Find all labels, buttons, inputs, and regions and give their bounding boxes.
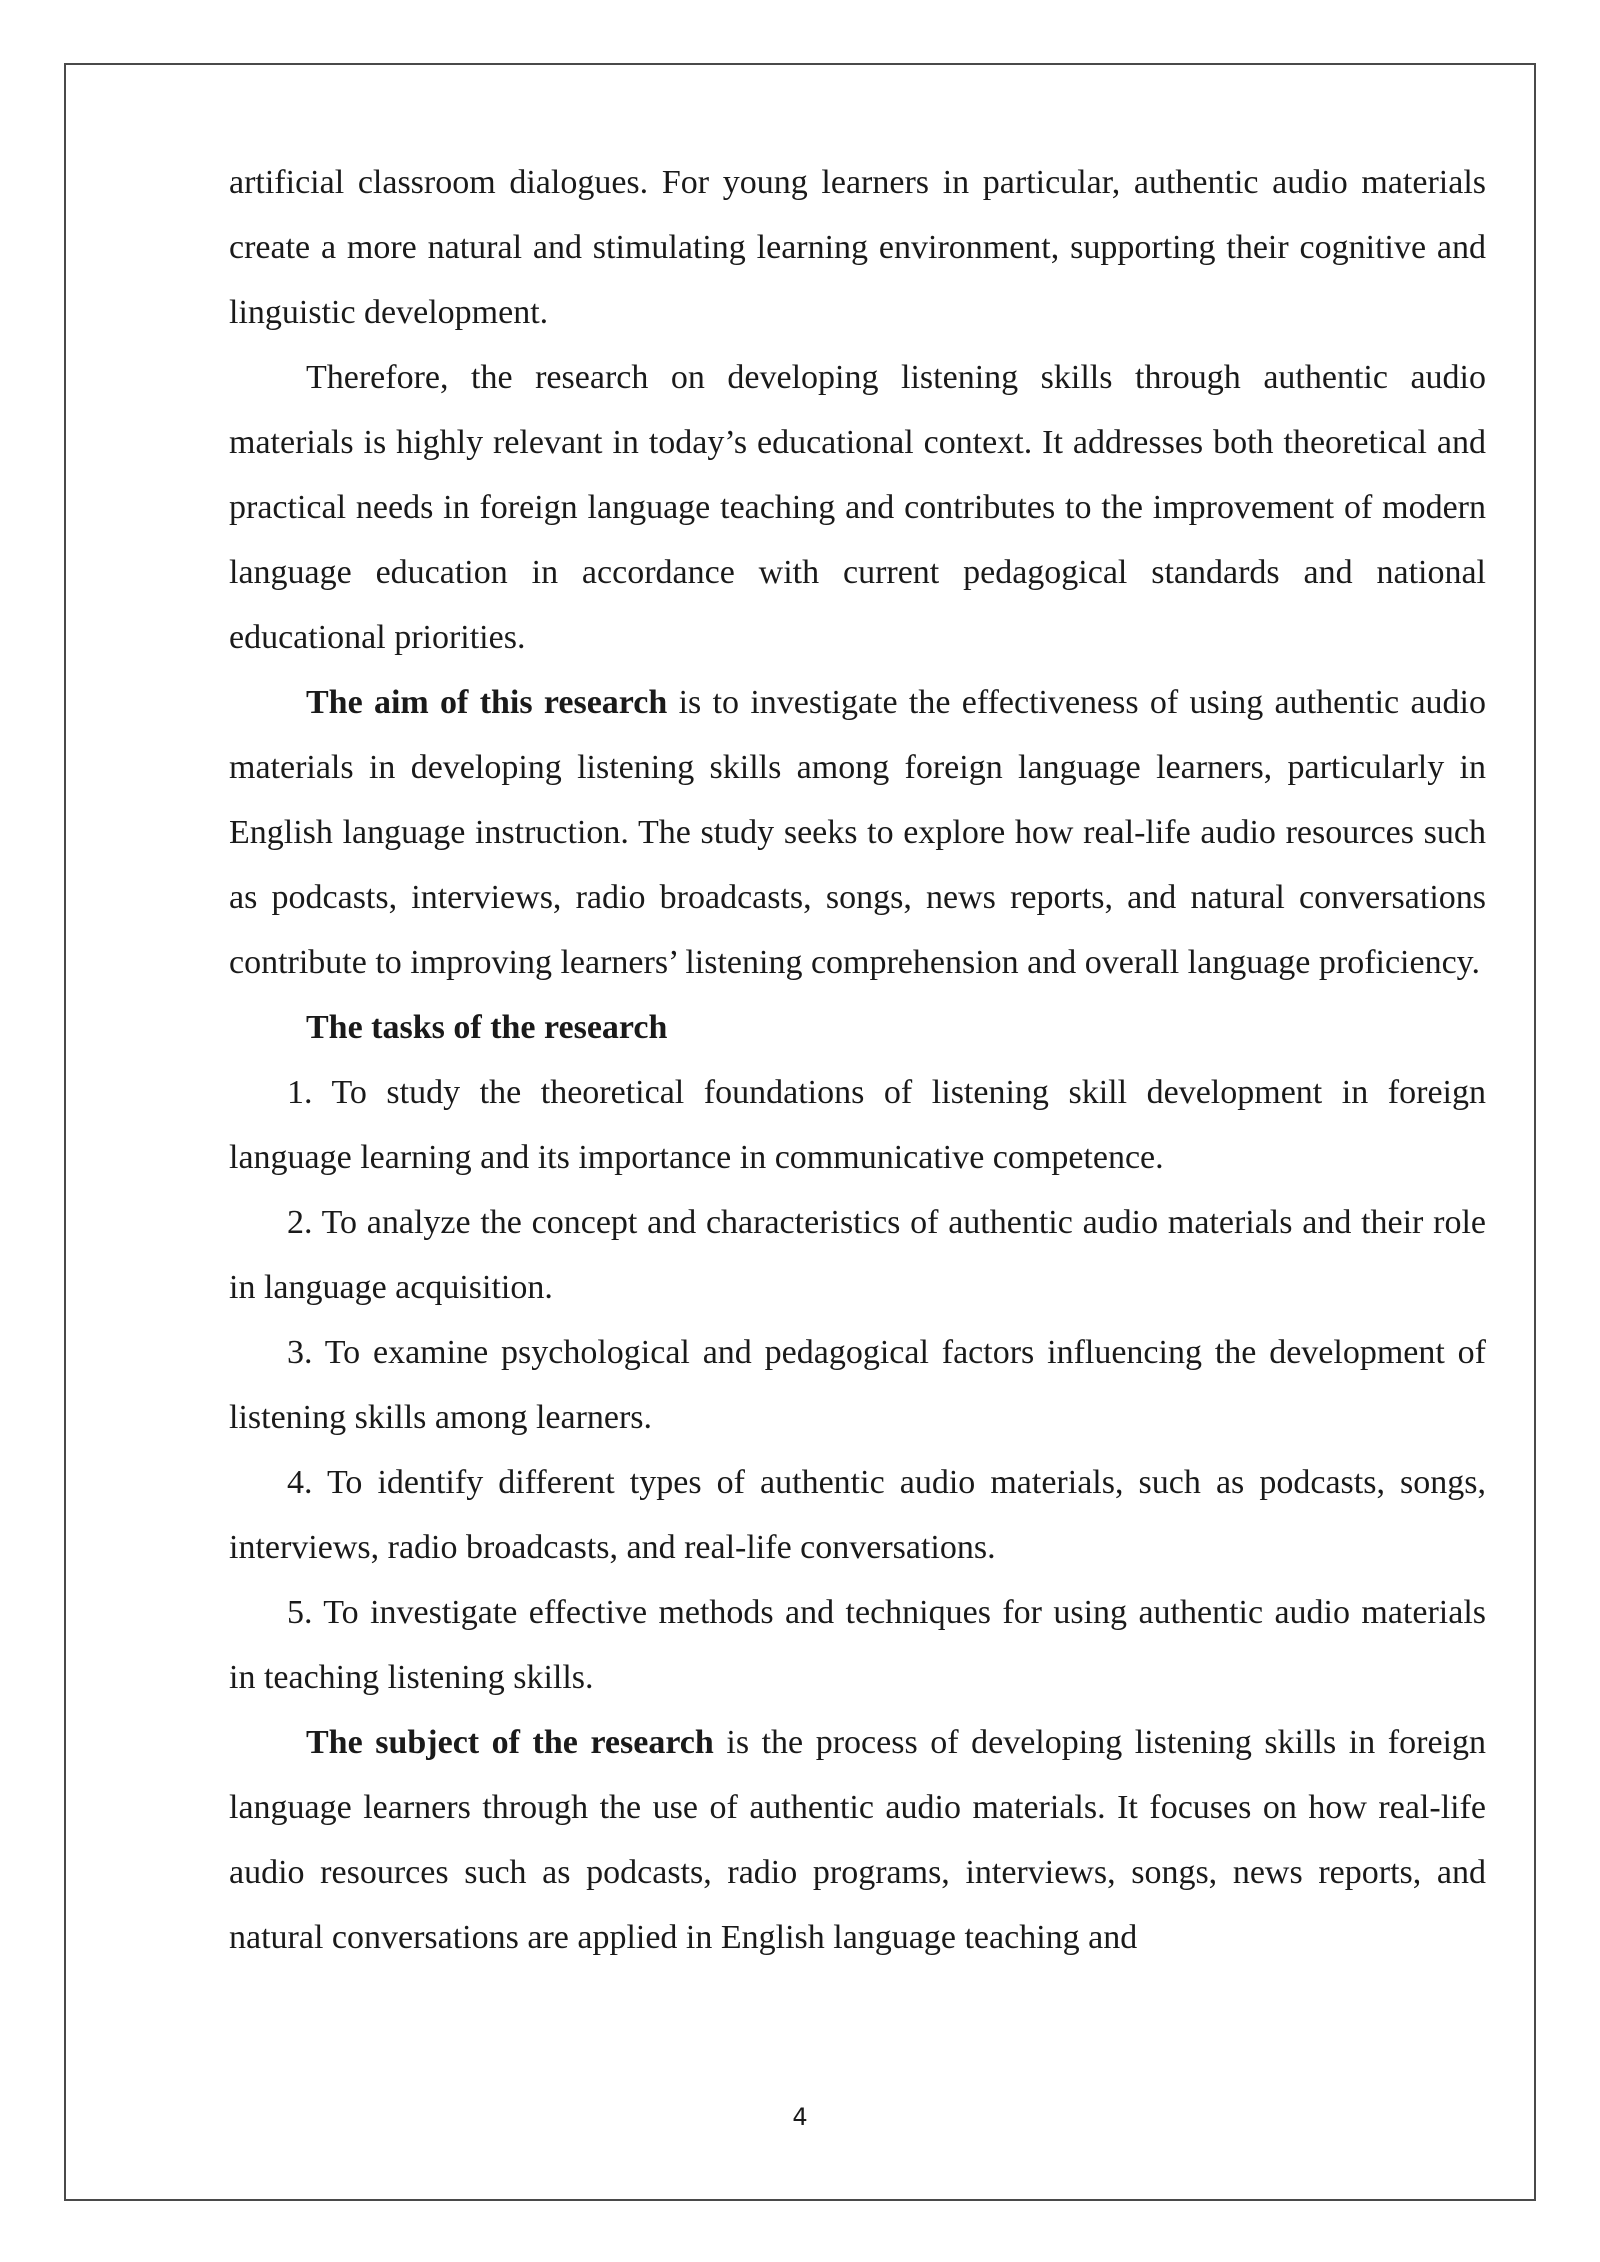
subject-text: is the process of developing listening skills in foreign language learners through the use of authentic audio materials. It focuses on how real-life audio resources such as podcasts, radio programs, interviews, songs, news reports, and natural conversations are applied in English language teaching and [229,1724,1486,1956]
paragraph-relevance: Therefore, the research on developing listening skills through authentic audio materials is highly relevant in today’s educational context. It addresses both theoretical and practical needs in foreign language teaching and contributes to the improvement of modern language education in accordance with current pedagogical standards and national educational priorities. [229,359,1486,656]
paragraph-subject [229,1710,1486,1970]
task-item-2: 2. To analyze the concept and characteristics of authentic audio materials and their role in language acquisition. [229,1204,1486,1306]
aim-text: is to investigate the effectiveness of using authentic audio materials in developing listening skills among foreign language learners, particularly in English language instruction. The study seeks to explore how real-life audio resources such as podcasts, interviews, radio broadcasts, songs, news reports, and natural conversations contribute to improving learners’ listening comprehension and overall language proficiency. [229,684,1486,981]
task-item-4: 4. To identify different types of authentic audio materials, such as podcasts, songs, interviews, radio broadcasts, and real-life conversations. [229,1464,1486,1566]
task-item-3: 3. To examine psychological and pedagogical factors influencing the development of listening skills among learners. [229,1334,1486,1436]
task-item-5: 5. To investigate effective methods and techniques for using authentic audio materials in teaching listening skills. [229,1594,1486,1696]
aim-heading: The aim of this research [306,684,668,721]
subject-heading: The subject of the research [306,1724,714,1761]
paragraph-continuation: artificial classroom dialogues. For young learners in particular, authentic audio materials create a more natural and stimulating learning environment, supporting their cognitive and linguistic development. [229,164,1486,331]
tasks-heading: The tasks of the research [306,1009,668,1046]
document-body [229,150,1486,1970]
paragraph-aim [229,670,1486,995]
page-number: 4 [792,2103,808,2131]
task-item-1: 1. To study the theoretical foundations of listening skill development in foreign language learning and its importance in communicative competence. [229,1074,1486,1176]
